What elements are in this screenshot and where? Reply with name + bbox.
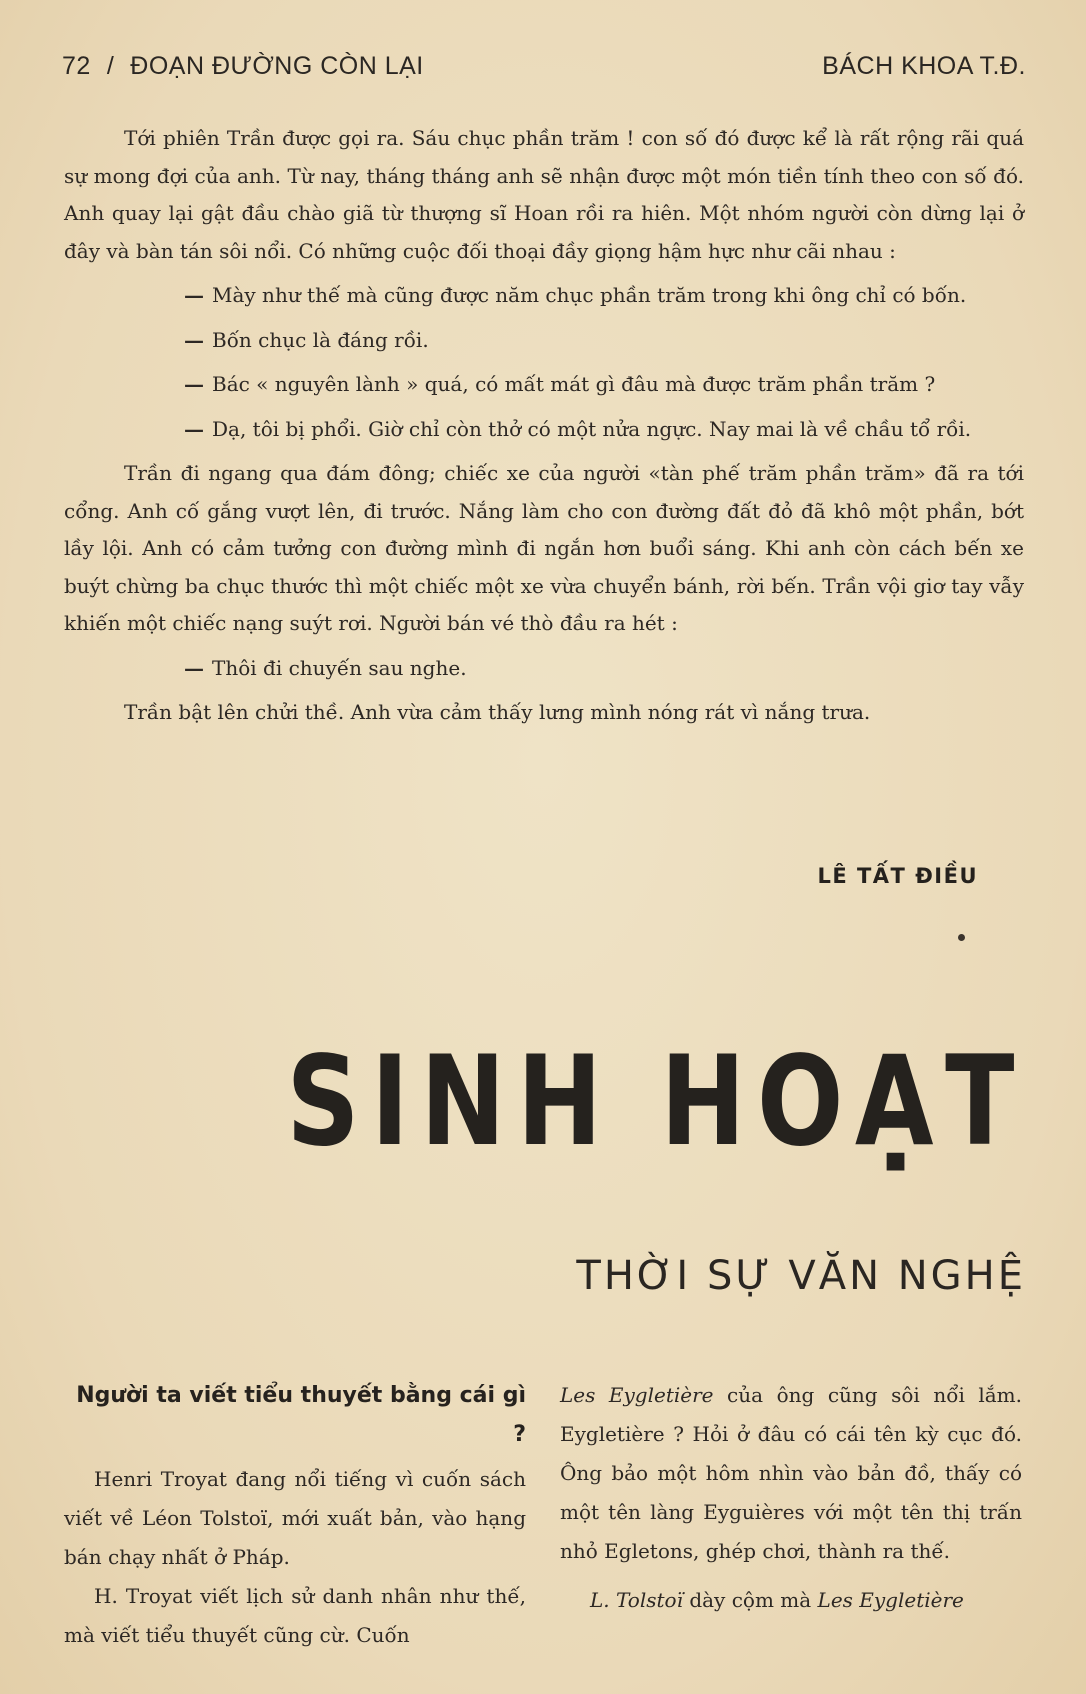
dialog-dash: — — [184, 655, 204, 680]
dialog-dash: — — [184, 283, 204, 307]
section-running-title: ĐOẠN ĐƯỜNG CÒN LẠI — [130, 52, 424, 80]
story-text — [64, 120, 1024, 732]
article-left-column — [64, 1376, 526, 1655]
story-author: LÊ TẤT ĐIỀU — [817, 864, 978, 888]
page-number: 72 — [62, 52, 91, 80]
book-title: Les Eygletière — [560, 1383, 714, 1407]
header-separator: / — [106, 52, 115, 80]
magazine-name: BÁCH KHOA T.Đ. — [822, 52, 1026, 80]
story-paragraph-2: Trần đi ngang qua đám đông; chiếc xe của người «tàn phế trăm phần trăm» đã ra tới cổng. Anh cố gắng vượt lên, đi trước. Nắng làm cho con đường đất đỏ đã khô một phần, bớt lầy lội. Anh có cảm tưởng con đường mình đi ngắn hơn buổi sáng. Khi anh còn cách bến xe buýt chừng ba chục thước thì một chiếc một xe vừa chuyển bánh, rời bến. Trần vội giơ tay vẫy khiến một chiếc nạng suýt rơi. Người bán vé thò đầu ra hét : — [64, 461, 1024, 635]
book-title: Les Eygletière — [817, 1588, 964, 1612]
dialog-dash: — — [184, 327, 204, 352]
article-right-column — [560, 1376, 1022, 1620]
article-paragraph-2: H. Troyat viết lịch sử danh nhân như thế, mà viết tiểu thuyết cũng cừ. Cuốn — [64, 1584, 526, 1647]
story-paragraph-1: Tới phiên Trần được gọi ra. Sáu chục phần trăm ! con số đó được kể là rất rộng rãi quá sự mong đợi của anh. Từ nay, tháng tháng anh sẽ nhận được một món tiền tính theo con số đó. Anh quay lại gật đầu chào giã từ thượng sĩ Hoan rồi ra hiên. Một nhóm người còn dừng lại ở đây và bàn tán sôi nổi. Có những cuộc đối thoại đầy giọng hậm hực như cãi nhau : — [64, 126, 1024, 263]
dialog-line-5: — Thôi đi chuyến sau nghe. — [64, 650, 1024, 688]
article-paragraph-4: L. Tolstoï dày cộm mà Les Eygletière — [590, 1588, 964, 1612]
dialog-dash: — — [184, 416, 204, 441]
dialog-line-4: — Dạ, tôi bị phổi. Giờ chỉ còn thở có một nửa ngực. Nay mai là về chầu tổ rồi. — [64, 411, 1024, 449]
section-subtitle: THỜI SỰ VĂN NGHỆ — [576, 1253, 1026, 1299]
ornament-dot — [958, 934, 965, 941]
article-heading: Người ta viết tiểu thuyết bằng cái gì ? — [76, 1383, 526, 1447]
dialog-dash: — — [184, 372, 204, 396]
dialog-line-2: — Bốn chục là đáng rồi. — [64, 322, 1024, 360]
dialog-line-3: — Bác « nguyên lành » quá, có mất mát gì đâu mà được trăm phần trăm ? — [64, 366, 1024, 404]
article-paragraph-3: Les Eygletière của ông cũng sôi nổi lắm. Eygletière ? Hỏi ở đâu có cái tên kỳ cục đó. Ông bảo một hôm nhìn vào bản đồ, thấy có một tên làng Eyguières với một tên thị trấn nhỏ Egletons, ghép chơi, thành ra thế. — [560, 1383, 1023, 1563]
story-paragraph-3: Trần bật lên chửi thề. Anh vừa cảm thấy lưng mình nóng rát vì nắng trưa. — [124, 700, 871, 724]
page-header — [62, 52, 1026, 92]
dialog-line-1: — Mày như thế mà cũng được năm chục phần trăm trong khi ông chỉ có bốn. — [64, 277, 1024, 315]
header-left — [62, 52, 424, 81]
article-paragraph-1: Henri Troyat đang nổi tiếng vì cuốn sách viết về Léon Tolstoï, mới xuất bản, vào hạng bán chạy nhất ở Pháp. — [64, 1467, 526, 1569]
book-title: L. Tolstoï — [590, 1588, 683, 1612]
section-title: SINH HOẠT — [286, 1030, 1026, 1174]
